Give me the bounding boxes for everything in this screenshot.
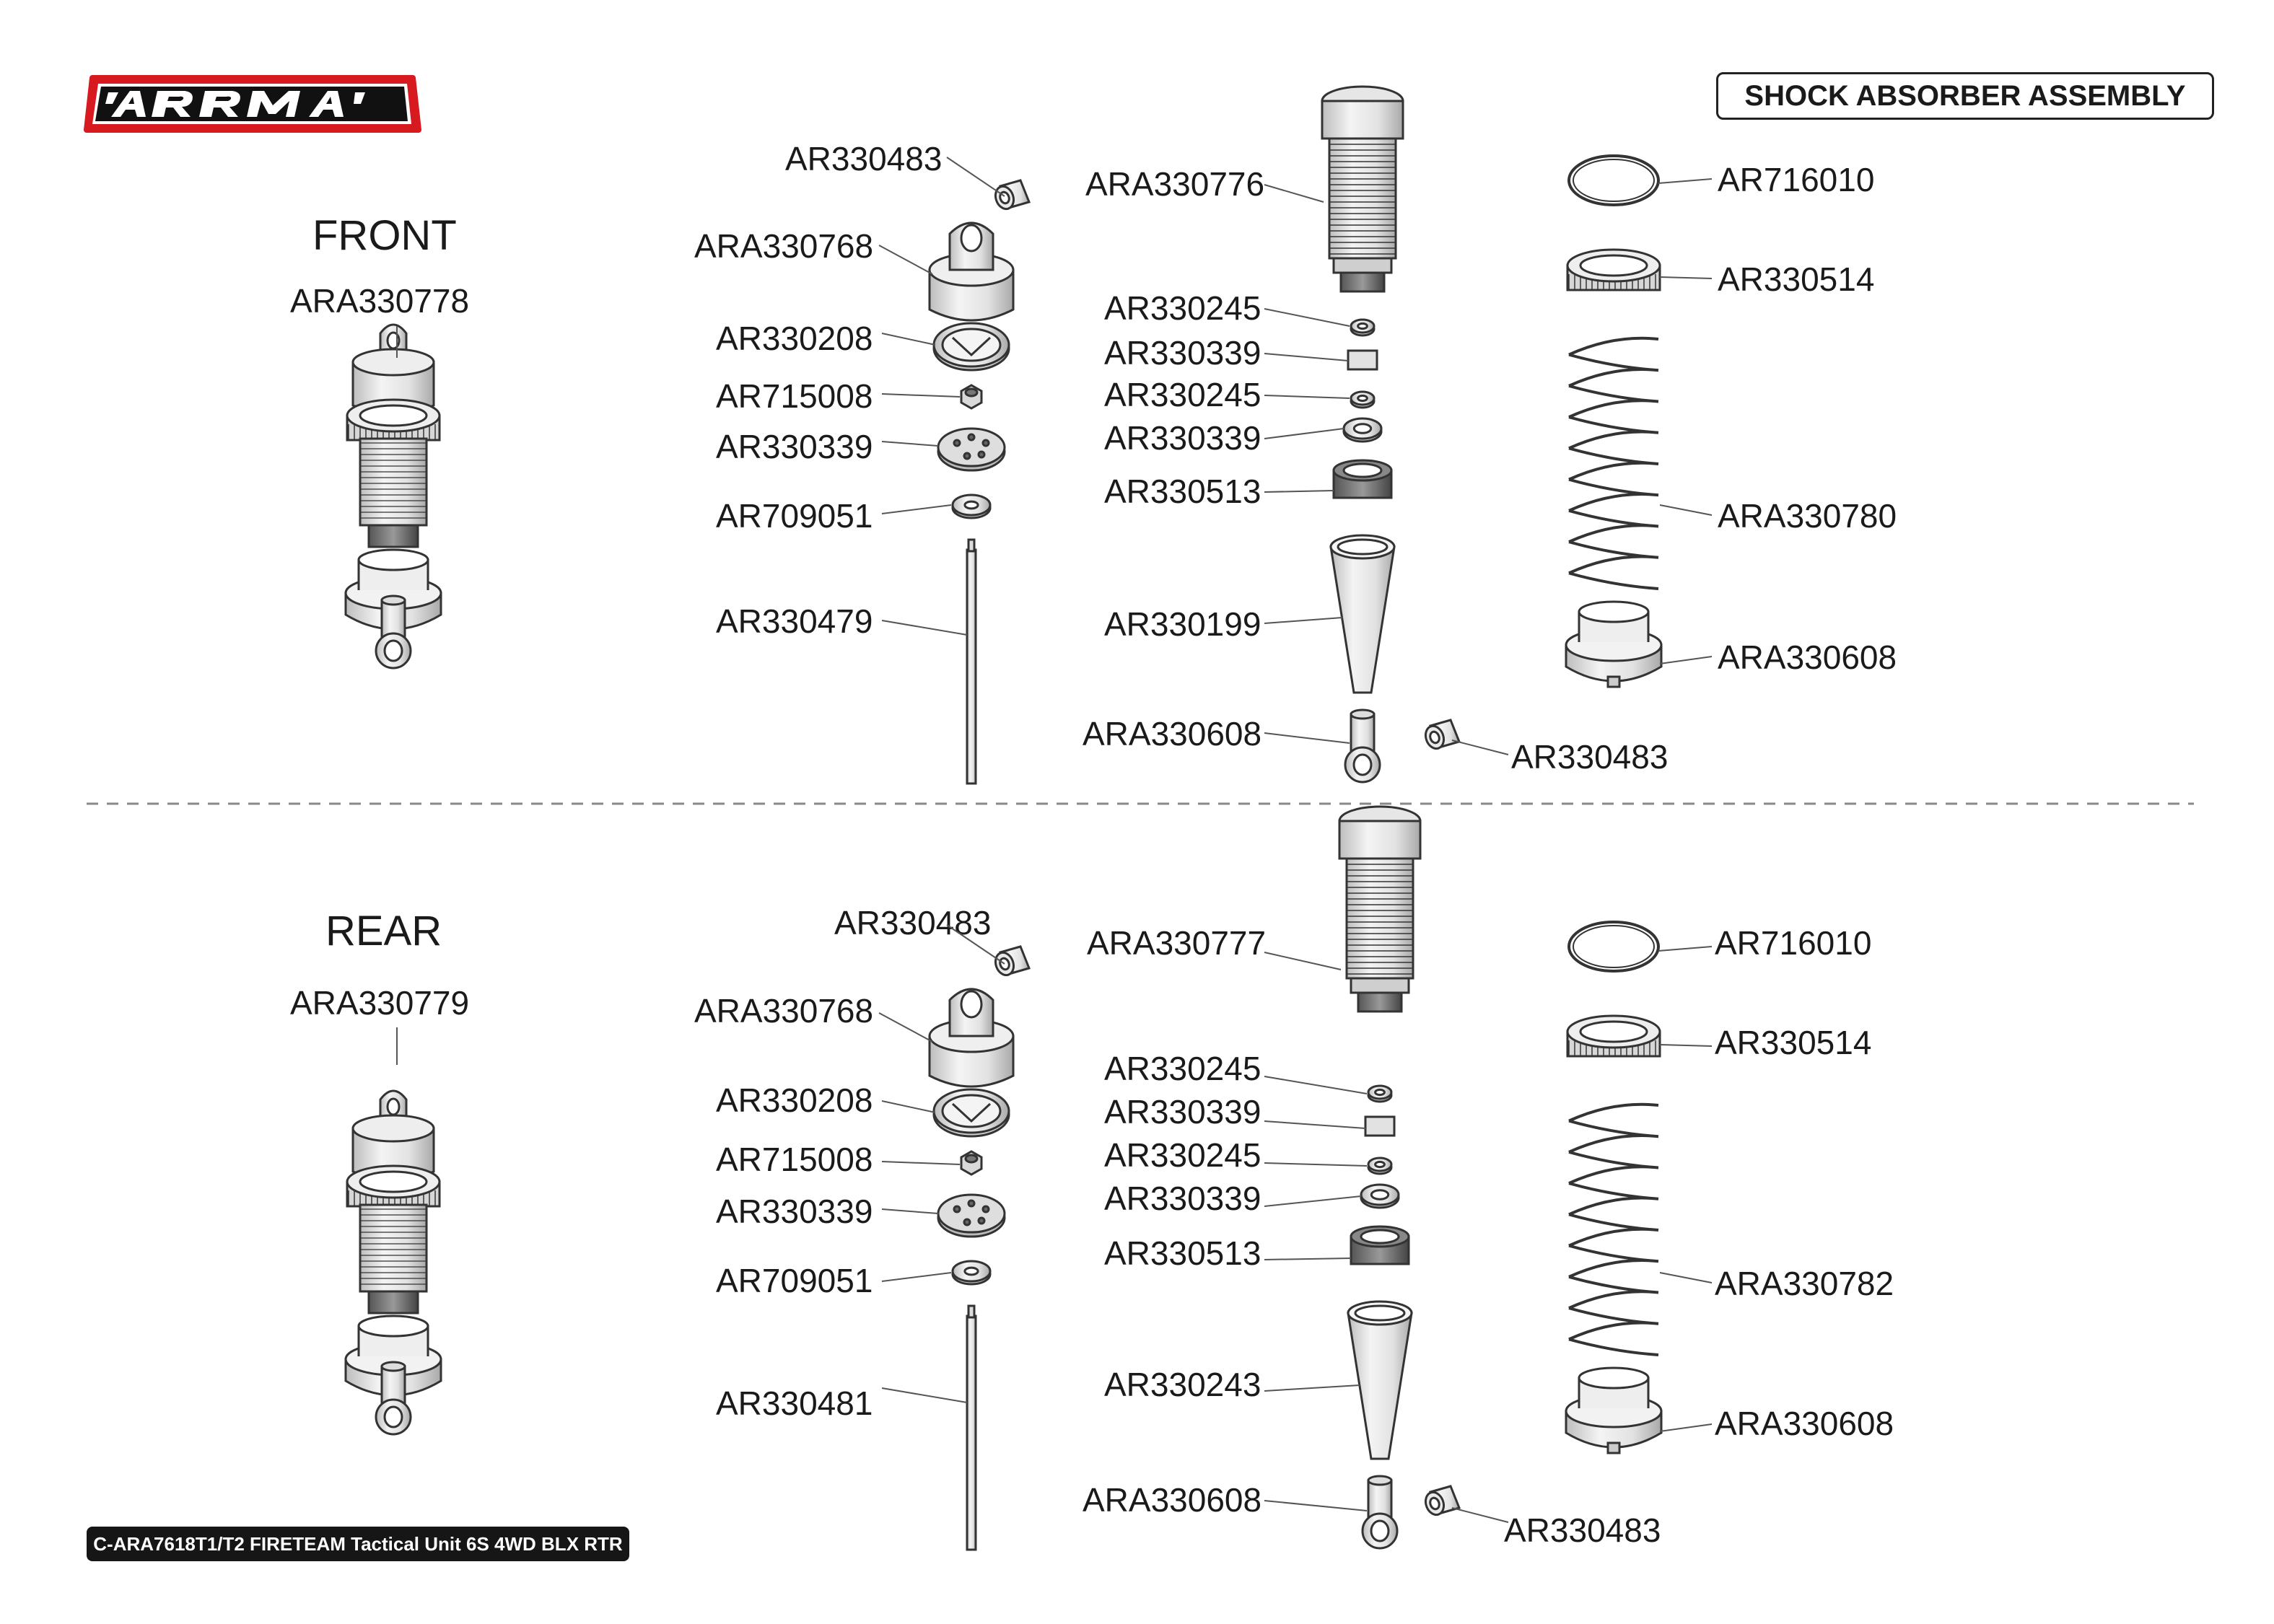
rear-part-label: ARA330782 <box>1715 1265 1894 1302</box>
front-part-label: ARA330776 <box>1085 165 1265 203</box>
rear-assembly-label: ARA330779 <box>290 984 470 1022</box>
leader-line <box>1264 429 1344 439</box>
front-part-label: AR330208 <box>716 320 873 357</box>
rear-part-label: AR330481 <box>716 1384 873 1422</box>
rear-locknut <box>961 1151 981 1175</box>
front-part-label: AR330245 <box>1104 289 1261 327</box>
diagram-title: SHOCK ABSORBER ASSEMBLY <box>1716 72 2214 120</box>
front-spacer <box>1348 351 1377 369</box>
leader-line <box>1264 1121 1365 1128</box>
leader-line <box>882 620 967 635</box>
front-part-label: AR330339 <box>716 428 873 465</box>
leader-line <box>882 505 951 514</box>
front-small-washer <box>1351 320 1374 335</box>
rear-spring <box>1569 1105 1658 1355</box>
leader-line <box>1452 1508 1508 1522</box>
rear-part-label: ARA330608 <box>1715 1405 1894 1442</box>
rear-part-label: AR709051 <box>716 1262 873 1299</box>
front-part-label: AR330339 <box>1104 419 1261 457</box>
leader-line <box>1658 179 1712 183</box>
rear-diaphragm <box>934 1089 1009 1136</box>
leader-line <box>882 1273 951 1281</box>
leader-line <box>1660 657 1712 664</box>
leader-line <box>1264 1258 1351 1260</box>
leader-line <box>1660 277 1712 278</box>
rear-section-title: REAR <box>325 908 442 954</box>
front-part-label: AR716010 <box>1718 161 1875 198</box>
front-part-label: ARA330608 <box>1083 715 1262 752</box>
arrma-logo <box>79 71 426 137</box>
rear-part-label: AR715008 <box>716 1141 873 1178</box>
front-assembled-shock <box>346 325 441 668</box>
leader-line <box>1264 354 1348 361</box>
front-part-label: AR709051 <box>716 497 873 535</box>
rear-part-label: AR716010 <box>1715 924 1872 962</box>
rear-part-label: AR330513 <box>1104 1234 1261 1272</box>
leader-line <box>882 1388 967 1403</box>
leader-line <box>1264 491 1334 492</box>
front-diaphragm <box>934 323 1009 370</box>
rear-rod-bushing <box>1422 1486 1459 1517</box>
front-spring-cup <box>1566 602 1661 687</box>
rear-spring-cup <box>1566 1368 1661 1453</box>
leader-line <box>1264 618 1342 623</box>
front-piston <box>938 429 1005 470</box>
leader-line <box>882 1162 960 1164</box>
leader-line <box>947 157 1005 196</box>
rear-body-collar <box>1351 1226 1409 1264</box>
front-part-label: AR330479 <box>716 602 873 640</box>
rear-small-washer <box>1368 1158 1391 1174</box>
front-locknut <box>961 385 981 408</box>
front-part-label: AR715008 <box>716 377 873 415</box>
leader-line <box>1264 1501 1367 1511</box>
front-boot <box>1331 535 1394 693</box>
leader-line <box>882 1101 935 1112</box>
front-part-label: AR330339 <box>1104 334 1261 372</box>
leader-line <box>1264 1076 1367 1094</box>
leader-line <box>879 245 932 274</box>
rear-assembled-shock <box>346 1091 441 1434</box>
leader-line <box>1660 1424 1712 1431</box>
leader-line <box>882 394 960 397</box>
front-body-collar <box>1334 460 1391 498</box>
leader-line <box>1264 1385 1360 1391</box>
leader-line <box>1660 505 1712 515</box>
rear-part-label: AR330339 <box>716 1193 873 1230</box>
rear-spacer <box>1365 1117 1394 1136</box>
leader-line <box>1264 309 1350 326</box>
rear-piston <box>938 1195 1005 1237</box>
front-washer <box>953 495 990 518</box>
leader-line <box>1264 1196 1361 1206</box>
front-part-label: AR330245 <box>1104 376 1261 413</box>
front-shock-cap <box>930 223 1013 320</box>
rear-oring <box>1569 922 1658 971</box>
front-part-label: AR330483 <box>785 140 943 177</box>
front-part-label: AR330513 <box>1104 473 1261 510</box>
front-cap-bushing <box>992 180 1029 211</box>
leader-line <box>882 1209 938 1213</box>
rear-part-label: AR330208 <box>716 1081 873 1119</box>
rear-part-label: AR330483 <box>1504 1511 1661 1549</box>
leader-line <box>1264 733 1350 743</box>
rear-spring-collar <box>1567 1016 1660 1056</box>
leader-line <box>1452 740 1508 755</box>
front-spring <box>1569 338 1658 589</box>
front-section-title: FRONT <box>312 212 457 259</box>
front-part-label: ARA330768 <box>694 227 874 265</box>
model-footer-badge: C-ARA7618T1/T2 FIRETEAM Tactical Unit 6S 4WD BLX RTR <box>87 1527 629 1561</box>
leader-line <box>1264 395 1350 398</box>
front-part-label: ARA330780 <box>1718 497 1897 535</box>
leader-line <box>1658 947 1712 951</box>
leader-line <box>879 1013 932 1042</box>
leader-line <box>882 442 938 446</box>
front-part-label: AR330199 <box>1104 605 1261 643</box>
rear-part-label: ARA330608 <box>1083 1481 1262 1519</box>
front-shaft <box>967 540 976 784</box>
rear-part-label: AR330514 <box>1715 1024 1872 1061</box>
front-part-label: AR330514 <box>1718 260 1875 298</box>
rear-part-label: ARA330777 <box>1087 924 1267 962</box>
leader-line <box>882 333 935 345</box>
front-oring <box>1569 156 1658 205</box>
rear-part-label: AR330245 <box>1104 1050 1261 1087</box>
rear-shaft <box>967 1306 976 1550</box>
rear-part-label: AR330339 <box>1104 1180 1261 1217</box>
front-rod-end <box>1345 710 1380 782</box>
rear-shock-body <box>1339 807 1420 1011</box>
rear-part-label: AR330339 <box>1104 1093 1261 1131</box>
front-assembly-label: ARA330778 <box>290 282 470 320</box>
rear-boot <box>1348 1302 1412 1459</box>
front-spring-collar <box>1567 250 1660 290</box>
rear-seal-washer <box>1361 1185 1399 1208</box>
rear-rod-end <box>1363 1476 1397 1548</box>
leader-line <box>1660 1273 1712 1283</box>
front-part-label: ARA330608 <box>1718 638 1897 676</box>
rear-washer <box>953 1261 990 1284</box>
rear-part-label: AR330483 <box>834 904 992 942</box>
rear-cap-bushing <box>992 947 1029 978</box>
leader-line <box>1264 185 1324 202</box>
rear-part-label: AR330245 <box>1104 1136 1261 1174</box>
rear-shock-cap <box>930 989 1013 1087</box>
leader-line <box>1660 1045 1712 1046</box>
rear-part-label: ARA330768 <box>694 992 874 1030</box>
leader-line <box>1264 952 1341 970</box>
rear-small-washer <box>1368 1086 1391 1102</box>
front-seal-washer <box>1344 418 1381 442</box>
leader-line <box>1264 1163 1367 1166</box>
rear-part-label: AR330243 <box>1104 1366 1261 1403</box>
front-part-label: AR330483 <box>1511 738 1669 776</box>
front-small-washer <box>1351 392 1374 408</box>
front-rod-bushing <box>1422 720 1459 751</box>
front-shock-body <box>1322 87 1403 291</box>
